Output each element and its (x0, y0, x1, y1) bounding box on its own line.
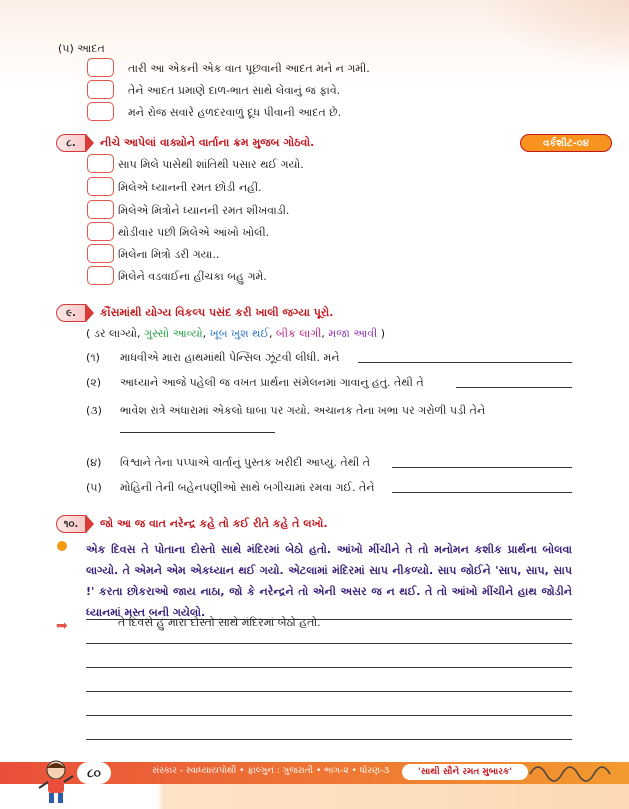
badge-arrow-icon (86, 134, 94, 152)
answer-box[interactable] (87, 80, 114, 99)
footer-lower-band (0, 784, 629, 809)
choice-sep: , (321, 327, 329, 340)
subitem-label: (૫) આદત (58, 42, 105, 55)
section-number: ૮. (56, 134, 86, 152)
choice-open: ( ડર લાગ્યો, (86, 327, 145, 340)
choice-option: મજા આવી (328, 327, 378, 340)
answer-blank[interactable] (358, 362, 572, 363)
badge-arrow-icon (86, 515, 94, 533)
writing-line[interactable] (86, 739, 572, 740)
item-number: (૧) (86, 351, 100, 364)
sentence: તેને આદત પ્રમાણે દાળ-ભાત સાથે લેવાનું જ ફાવે. (128, 84, 341, 97)
choice-sep: , (202, 327, 210, 340)
answer-blank[interactable] (120, 432, 275, 433)
item-number: (૪) (86, 456, 102, 469)
section-number: ૯. (56, 304, 86, 322)
sentence: મિલેને વડવાઈના હીંચકા બહુ ગમે. (118, 270, 267, 283)
answer-blank[interactable] (456, 387, 572, 388)
worksheet-badge: વર્કશીટ-૦૪ (520, 134, 612, 152)
answer-start: તે દિવસે હું મારા દોસ્તો સાથે મંદિરમાં બેઠો હતો. (118, 616, 321, 629)
corner-decoration (479, 0, 629, 70)
book-info: સંસ્કાર - સ્વાધ્યાયપોથી • ફાલ્ગુન : ગુજરાતી • ભાગ-૨ • ધોરણ-૩ (152, 766, 390, 776)
order-box[interactable] (87, 154, 114, 173)
choice-close: ) (377, 327, 386, 340)
order-box[interactable] (87, 222, 114, 241)
sentence: મને રોજ સવારે હળદરવાળું દૂધ પીવાની આદત છે. (128, 106, 342, 119)
sentence: મિલેએ ધ્યાનની રમત છોડી નહીં. (118, 181, 262, 194)
section-9-header (56, 303, 333, 323)
item-text: મોહિની તેની બહેનપણીઓ સાથે બગીચામાં રમવા ગઈ. તેને (120, 481, 375, 494)
writing-line[interactable] (86, 691, 572, 692)
section-8-header (56, 133, 314, 153)
sentence: સાપ મિલે પાસેથી શાંતિથી પસાર થઈ ગયો. (118, 158, 304, 171)
item-number: (૫) (86, 481, 102, 494)
sentence: તારી આ એકની એક વાત પૂછવાની આદત મને ન ગમી. (128, 62, 370, 75)
choice-option: ખૂબ ખુશ થઈ (209, 327, 269, 340)
loops-decoration-icon (526, 760, 622, 786)
badge-arrow-icon (86, 304, 94, 322)
choice-sep: , (268, 327, 276, 340)
writing-line[interactable] (86, 715, 572, 716)
order-box[interactable] (87, 266, 114, 285)
item-text: આધ્યાને આજે પહેલી જ વખત પ્રાર્થના સંમેલનમાં ગાવાનું હતું. તેથી તે (120, 376, 424, 389)
section-title: કૌંસમાંથી યોગ્ય વિકલ્પ પસંદ કરી ખાલી જગ્યા પૂરો. (100, 306, 334, 319)
answer-blank[interactable] (392, 492, 572, 493)
writing-line[interactable] (86, 667, 572, 668)
mascot-icon (36, 758, 76, 806)
item-text: માધવીએ મારા હાથમાંથી પેન્સિલ ઝૂંટવી લીધી. મને (120, 351, 340, 364)
section-number: ૧૦. (56, 515, 86, 533)
item-number: (૨) (86, 376, 102, 389)
story-paragraph: એક દિવસ તે પોતાના દોસ્તો સાથે મંદિરમાં બેઠો હતો. આંખો મીંચીને તે તો મનોમન કશીક પ્રાર્થના બોલવા લાગ્યો. તે એમને એમ એકધ્યાન થઈ ગયો. એટલામાં મંદિરમાં સાપ નીકળ્યો. સાપ જોઈને 'સાપ, સાપ, સાપ !' કરતા છોકરાઓ જાય નાઠા, જો કે નરેન્દ્રને તો એની અસર જ ન થઈ. તે તો આંખો મીંચીને હાથ જોડીને ધ્યાનમાં મસ્ત બની ગયેલો. (86, 543, 572, 619)
choice-option: બીક લાગી (275, 327, 322, 340)
section-10-header (56, 514, 328, 534)
order-box[interactable] (87, 200, 114, 219)
choice-option: ગુસ્સો આવ્યો (144, 327, 203, 340)
sentence: મિલેએ મિત્રોને ધ્યાનની રમત શીખવાડી. (118, 204, 290, 217)
sentence: મિલેના મિત્રો ડરી ગયા.. (118, 248, 220, 261)
answer-blank[interactable] (392, 467, 572, 468)
answer-box[interactable] (87, 58, 114, 77)
order-box[interactable] (87, 244, 114, 263)
page-number: ૮૦ (77, 762, 111, 784)
arrow-right-icon: ➡ (56, 618, 68, 634)
order-box[interactable] (87, 177, 114, 196)
page-footer (0, 758, 629, 809)
choice-list (86, 327, 385, 341)
answer-box[interactable] (87, 102, 114, 121)
sentence: થોડીવાર પછી મિલેએ આંખો ખોલી. (118, 226, 270, 239)
item-text: વિશ્વાને તેના પપ્પાએ વાર્તાનું પુસ્તક ખરીદી આપ્યું. તેથી તે (120, 456, 371, 469)
writing-line[interactable] (86, 619, 572, 620)
footer-slogan: 'સાથી સૌને રમત મુબારક' (402, 764, 528, 780)
item-number: (૩) (86, 404, 102, 417)
section-title: જો આ જ વાત નરેન્દ્ર કહે તો કઈ રીતે કહે તે લખો. (100, 517, 328, 530)
section-title: નીચે આપેલાં વાક્યોને વાર્તાના ક્રમ મુજબ ગોઠવો. (100, 136, 315, 149)
item-text: ભાવેશ રાત્રે અંધારામાં એકલો ધાબા પર ગયો. અચાનક તેના ખભા પર ગરોળી પડી તેને (120, 404, 486, 417)
bullet-dot-icon (57, 541, 67, 551)
writing-line[interactable] (86, 643, 572, 644)
